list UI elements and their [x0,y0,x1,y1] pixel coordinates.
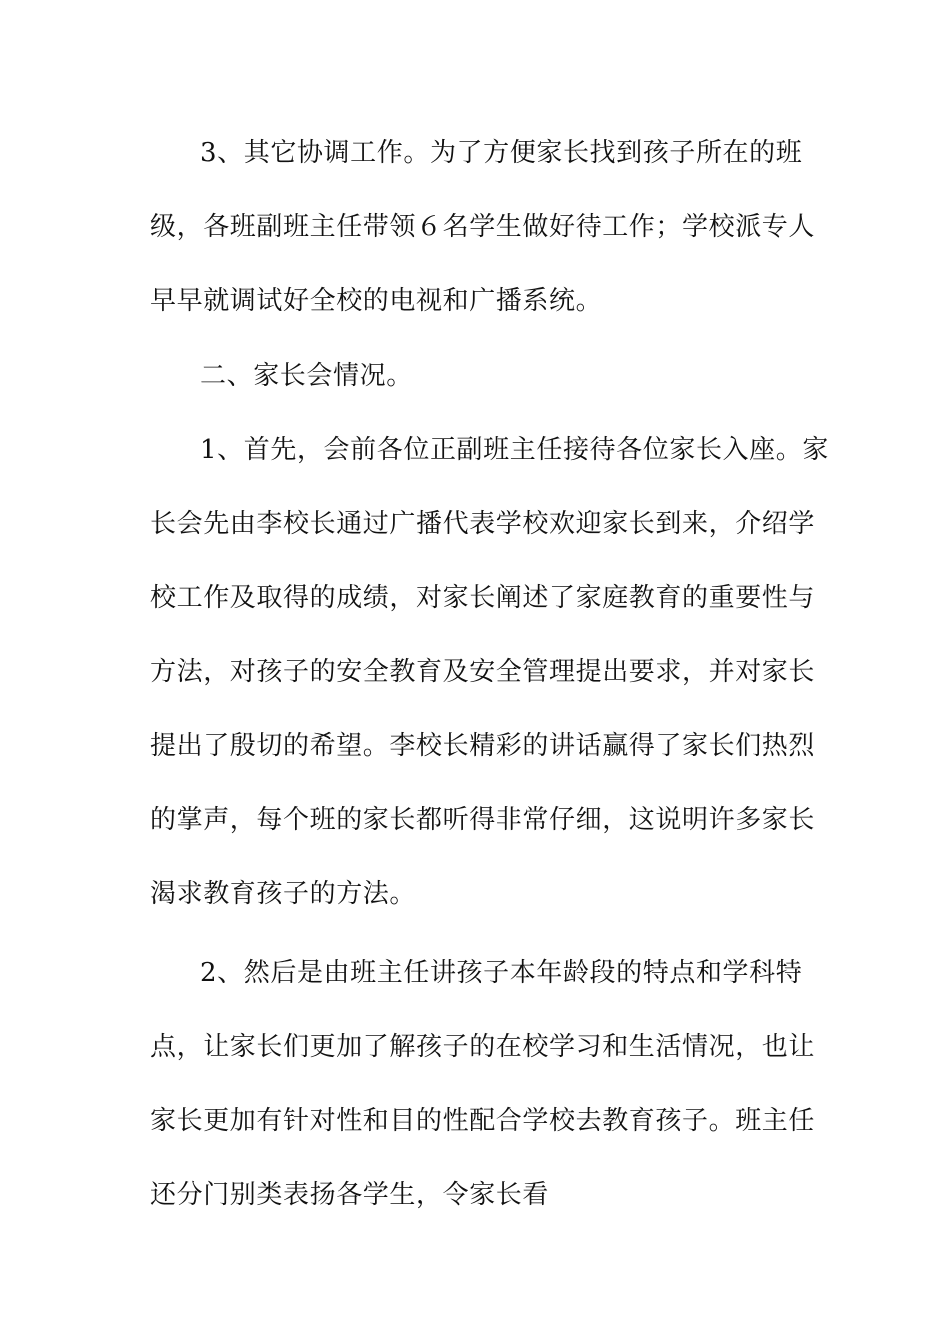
paragraph-line: 的掌声，每个班的家长都听得非常仔细，这说明许多家长 [150,805,816,835]
paragraph-line: 3、其它协调工作。为了方便家长找到孩子所在的班 [200,138,803,168]
paragraph-line: 提出了殷切的希望。李校长精彩的讲话赢得了家长们热烈 [150,731,816,761]
paragraph-line: 渴求教育孩子的方法。 [150,879,417,909]
section-heading: 二、家长会情况。 [200,361,413,391]
paragraph-line: 点，让家长们更加了解孩子的在校学习和生活情况，也让 [150,1032,816,1062]
paragraph-line: 级，各班副班主任带领６名学生做好待工作；学校派专人 [150,212,816,242]
paragraph-line: 1、首先，会前各位正副班主任接待各位家长入座。家 [200,435,829,465]
paragraph-line: 方法，对孩子的安全教育及安全管理提出要求，并对家长 [150,657,816,687]
paragraph-line: 家长更加有针对性和目的性配合学校去教育孩子。班主任 [150,1106,816,1136]
paragraph-line: 还分门别类表扬各学生，令家长看 [150,1180,550,1210]
paragraph-line: 长会先由李校长通过广播代表学校欢迎家长到来，介绍学 [150,509,816,539]
paragraph-line: 早早就调试好全校的电视和广播系统。 [150,286,603,316]
paragraph-line: 校工作及取得的成绩，对家长阐述了家庭教育的重要性与 [150,583,816,613]
paragraph-line: 2、然后是由班主任讲孩子本年龄段的特点和学科特 [200,958,803,988]
